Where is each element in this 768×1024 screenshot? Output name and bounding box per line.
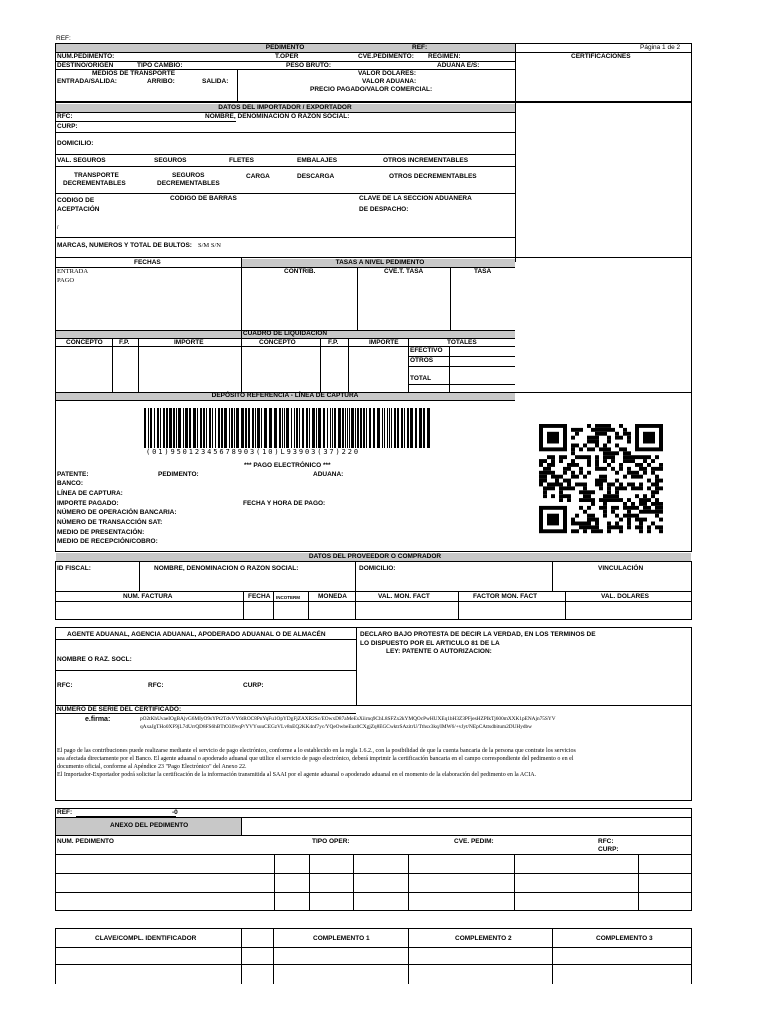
- seguros-label: SEGUROS: [154, 157, 187, 164]
- numero-serie-label: NUMERO DE SERIE DEL CERTIFICADO:: [57, 706, 182, 713]
- liquidacion-title: CUADRO DE LIQUIDACION: [242, 330, 328, 337]
- barcode: [144, 408, 434, 448]
- total-label: TOTAL: [410, 375, 432, 382]
- vinculacion-label: VINCULACIÓN: [598, 565, 644, 572]
- importador-curp-label: CURP:: [57, 123, 78, 130]
- contrib-label: CONTRIB.: [284, 268, 316, 275]
- importador-domicilio-label: DOMICILIO:: [57, 140, 94, 147]
- aviso-line-3: documento oficial, conforme al Apéndice 23 "Pago Electrónico" del Anexo 22.: [57, 764, 247, 770]
- certificaciones-title: CERTIFICACIONES: [571, 53, 631, 60]
- proveedor-nombre-label: NOMBRE, DENOMINACION O RAZON SOCIAL:: [154, 565, 299, 572]
- fecha-hora-pago-label: FECHA Y HORA DE PAGO:: [243, 500, 326, 507]
- efirma-line-1: pO2tKhUvaeIOgBAjvG6MIyO9sYPt2TdvVY6tROC8PnYqFu1OpYDgFjZAXR2Sc/EOwxD87aMeEsXiirnq9ChL8SFZx2kYMQOcPwHUXEq1bH3Z3PFjesHZPIkTj600mXXK1pENAjn75SYV: [140, 716, 556, 722]
- proveedor-domicilio-label: DOMICILIO:: [359, 565, 396, 572]
- efirma-line-2: qAxaJgTHo0XF9jL7dUrrQD8FS6hBTtO3l9vqP/YVYsuuCEGzVLv8nEQ2KK4nf7yc/YQeOwbeEuz0CXgjZq8EGCwktrSAzitrU/Tthsx3kq/IMW6/+vJyt/NEpCAttsdbitum2DUHydbw: [140, 724, 532, 730]
- importe-pagado-label: IMPORTE PAGADO:: [57, 500, 119, 507]
- clave-seccion-label-2: DE DESPACHO:: [359, 206, 409, 213]
- cvet-tasa-label: CVE.T. TASA: [384, 268, 424, 275]
- fechas-title: FECHAS: [134, 259, 161, 266]
- entrada-salida-label: ENTRADA/SALIDA:: [57, 78, 117, 85]
- clave-seccion-label-1: CLAVE DE LA SECCION ADUANERA: [359, 195, 472, 202]
- liq-importe-1: IMPORTE: [174, 339, 204, 346]
- liq-fp-2: F.P.: [328, 339, 339, 346]
- peso-bruto-label: PESO BRUTO:: [286, 62, 332, 69]
- otros-decrementables-label: OTROS DECREMENTABLES: [389, 173, 477, 180]
- efirma-label: e.firma:: [85, 716, 111, 723]
- importador-nombre-label: NOMBRE, DENOMINACION O RAZON SOCIAL:: [205, 113, 350, 120]
- codigo-aceptacion-label-2: ACEPTACIÓN: [57, 206, 100, 213]
- anexo-num-pedimento-label: NUM. PEDIMENTO: [57, 838, 114, 845]
- page-number: Página 1 de 2: [640, 44, 681, 51]
- anexo-cve-pedim-label: CVE. PEDIM:: [454, 838, 494, 845]
- num-pedimento-label: NUM.PEDIMENTO:: [57, 53, 115, 60]
- num-transaccion-label: NÚMERO DE TRANSACCIÓN SAT:: [57, 519, 163, 526]
- agente-nombre-label: NOMBRE O RAZ. SOCL:: [57, 656, 132, 663]
- complemento-3-label: COMPLEMENTO 3: [596, 935, 653, 942]
- codigo-barras-label: CODIGO DE BARRAS: [170, 195, 237, 202]
- liq-concepto-1: CONCEPTO: [66, 339, 103, 346]
- anexo-tipo-oper-label: TIPO OPER:: [312, 838, 350, 845]
- salida-label: SALIDA:: [202, 78, 229, 85]
- clave-identificador-label: CLAVE/COMPL. IDENTIFICADOR: [95, 935, 197, 942]
- val-mon-fact-label: VAL. MON. FACT: [378, 593, 430, 600]
- complemento-2-label: COMPLEMENTO 2: [455, 935, 512, 942]
- pedimento-ref: REF:: [412, 44, 428, 51]
- moneda-label: MONEDA: [318, 593, 347, 600]
- fecha-entrada-label: ENTRADA: [57, 268, 89, 275]
- descarga-label: DESCARGA: [297, 173, 335, 180]
- agente-rfc-label-2: RFC:: [148, 682, 164, 689]
- liq-fp-1: F.P.: [119, 339, 130, 346]
- banco-label: BANCO:: [57, 480, 83, 487]
- seguros-decr-label-2: DECREMENTABLES: [157, 180, 220, 187]
- slash-mark: /: [57, 225, 59, 231]
- fecha-factura-label: FECHA: [248, 593, 271, 600]
- t-oper-label: T.OPER: [275, 53, 299, 60]
- aviso-line-1: El pago de las contribuciones puede realizarse mediante el servicio de pago electrónico, conforme a lo establecido en la regla 1.6.2., con la posibilidad de que la cuenta bancaria de la persona que contrate los servicios: [57, 748, 576, 754]
- agente-rfc-label-1: RFC:: [57, 682, 73, 689]
- anexo-ref-value: -0: [172, 809, 178, 816]
- marcas-value: S/M S/N: [198, 242, 221, 249]
- tasa-label: TASA: [474, 268, 492, 275]
- cve-pedimento-label: CVE.PEDIMENTO:: [358, 53, 414, 60]
- pedimento-title: PEDIMENTO: [265, 44, 305, 51]
- tasas-title: TASAS A NIVEL PEDIMENTO: [335, 259, 425, 266]
- pago-electronico-label: *** PAGO ELECTRÓNICO ***: [244, 462, 331, 469]
- marcas-label: MARCAS, NUMEROS Y TOTAL DE BULTOS:: [57, 242, 192, 249]
- tipo-cambio-label: TIPO CAMBIO:: [137, 62, 183, 69]
- codigo-aceptacion-label-1: CODIGO DE: [57, 197, 95, 204]
- otros-incrementables-label: OTROS INCREMENTABLES: [383, 157, 469, 164]
- incoterm-label: INCOTERM: [276, 595, 300, 600]
- transporte-decr-label-1: TRANSPORTE: [74, 172, 119, 179]
- val-seguros-label: VAL. SEGUROS: [57, 157, 106, 164]
- deposito-aduana-label: ADUANA:: [313, 471, 344, 478]
- patente-label: PATENTE:: [57, 471, 89, 478]
- agente-curp-label: CURP:: [243, 682, 264, 689]
- declaro-line-2: LO DISPUESTO POR EL ARTICULO 81 DE LA: [360, 640, 500, 647]
- liq-importe-2: IMPORTE: [369, 339, 399, 346]
- fletes-label: FLETES: [229, 157, 254, 164]
- anexo-ref-label: REF:: [57, 809, 73, 816]
- declaro-line-3: LEY: PATENTE O AUTORIZACION:: [386, 648, 492, 655]
- fecha-pago-label: PAGO: [57, 277, 75, 284]
- id-fiscal-label: ID FISCAL:: [57, 565, 91, 572]
- qr-code: [539, 424, 663, 534]
- deposito-title: DEPÓSITO REFERENCIA - LÍNEA DE CAPTURA: [211, 392, 359, 399]
- medio-presentacion-label: MEDIO DE PRESENTACIÓN:: [57, 529, 145, 536]
- proveedor-title: DATOS DEL PROVEEDOR O COMPRADOR: [308, 553, 442, 560]
- ref-top: REF:: [56, 35, 71, 42]
- deposito-pedimento-label: PEDIMENTO:: [158, 471, 199, 478]
- carga-label: CARGA: [246, 173, 270, 180]
- transporte-decr-label-2: DECREMENTABLES: [63, 180, 126, 187]
- anexo-rfc-label: RFC:: [598, 838, 614, 845]
- embalajes-label: EMBALAJES: [297, 157, 338, 164]
- seguros-decr-label-1: SEGUROS: [172, 172, 205, 179]
- regimen-label: REGIMEN:: [428, 53, 461, 60]
- medios-transporte-label: MEDIOS DE TRANSPORTE: [92, 70, 176, 77]
- valor-dolares-label: VALOR DOLARES:: [358, 70, 417, 77]
- valor-aduana-label: VALOR ADUANA:: [362, 78, 417, 85]
- complemento-1-label: COMPLEMENTO 1: [313, 935, 370, 942]
- precio-pagado-label: PRECIO PAGADO/VALOR COMERCIAL:: [310, 86, 433, 93]
- num-operacion-label: NÚMERO DE OPERACIÓN BANCARIA:: [57, 509, 177, 516]
- medio-recepcion-label: MEDIO DE RECEPCIÓN/COBRO:: [57, 538, 158, 545]
- num-factura-label: NUM. FACTURA: [123, 593, 173, 600]
- aviso-line-4: El Importador-Exportador podrá solicitar la certificación de la información transmitida al SAAI por el agente aduanal o apoderado aduanal en el momento de la elaboración del pedimento en la ACIA.: [57, 772, 537, 778]
- aviso-line-2: sea afectada directamente por el Banco. El agente aduanal o apoderado aduanal que utilice el servicio de pago electrónico, deberá imprimir la certificación bancaria en el campo correspondiente del pedimento o en el: [57, 756, 574, 762]
- destino-label: DESTINO/ORIGEN: [57, 62, 114, 69]
- aduana-es-label: ADUANA E/S:: [437, 62, 480, 69]
- importador-title: DATOS DEL IMPORTADOR / EXPORTADOR: [218, 104, 352, 111]
- anexo-curp-label: CURP:: [598, 846, 619, 853]
- efectivo-label: EFECTIVO: [410, 347, 443, 354]
- arribo-label: ARRIBO:: [147, 78, 175, 85]
- liq-concepto-2: CONCEPTO: [259, 339, 296, 346]
- linea-captura-label: LÍNEA DE CAPTURA:: [57, 490, 123, 497]
- val-dolares-label: VAL. DOLARES: [601, 593, 649, 600]
- otros-label: OTROS: [410, 357, 434, 364]
- importador-rfc-label: RFC:: [57, 113, 73, 120]
- factor-mon-fact-label: FACTOR MON. FACT: [473, 593, 538, 600]
- barcode-text: (01)95012345678903(10)L93903(37)220: [146, 448, 361, 456]
- declaro-line-1: DECLARO BAJO PROTESTA DE DECIR LA VERDAD, EN LOS TERMINOS DE: [360, 631, 596, 638]
- liq-totales: TOTALES: [447, 339, 477, 346]
- anexo-title: ANEXO DEL PEDIMENTO: [110, 822, 189, 829]
- agente-title: AGENTE ADUANAL, AGENCIA ADUANAL, APODERADO ADUANAL O DE ALMACÉN: [67, 631, 326, 638]
